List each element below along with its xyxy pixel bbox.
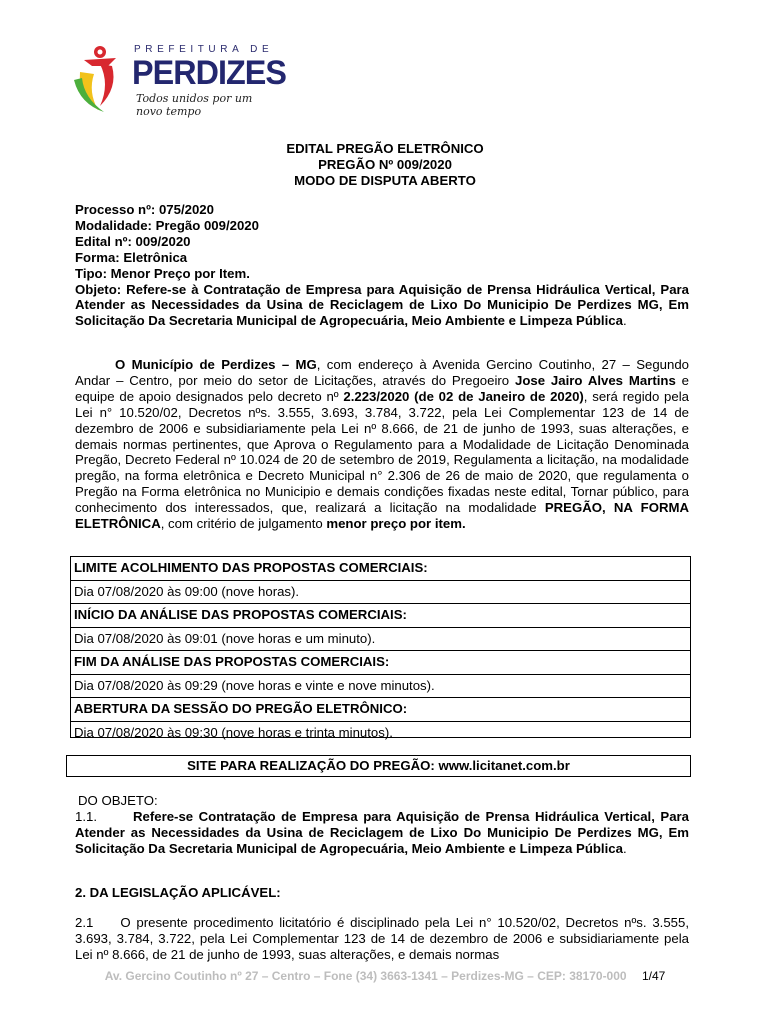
intro-text-3: , será regido pela Lei n° 10.520/02, Decretos nºs. 3.555, 3.693, 3.784, 3.722, pela Lei Complementar 123 de 14 de dezembro de 2006 e subsidiariamente pela Lei nº 8.666, de 21 de junho de 1993, suas alterações, e demais normas pertinentes, que Aprova o Regulamento para a Modalidade de Licitação Denominada Pregão, Decreto Federal nº 10.024 de 20 de setembro de 2019, Regulamenta a licitação, na modalidade pregão, na forma eletrônica e Decreto Municipal n° 2.306 de 26 de maio de 2020, que regulamenta o Pregão na Forma eletrônica no Municipio e demais condições fixadas neste edital, Tornar público, para conhecimento dos interessados, que, realizará a licitação na modalidade bbox=[75, 388, 689, 516]
legislacao-paragraph bbox=[75, 915, 689, 963]
decreto-number: 2.223/2020 (de 02 de Janeiro de 2020) bbox=[343, 388, 584, 404]
forma-line: Forma: Eletrônica bbox=[75, 249, 188, 265]
legislacao-text: O presente procedimento licitatório é disciplinado pela Lei n° 10.520/02, Decretos nºs. 3.555, 3.693, 3.784, 3.722, pela Lei Complementar 123 de 14 de dezembro de 2006 e subsidiariamente pela Lei nº 8.666, de 21 de junho de 1993, suas alterações, e demais normas bbox=[75, 915, 689, 962]
legislacao-number: 2.1 bbox=[75, 915, 94, 930]
intro-text-2: e equipe de apoio designados pelo decreto nº bbox=[75, 372, 690, 404]
dates-table bbox=[70, 556, 691, 738]
date-label-2: INÍCIO DA ANÁLISE DAS PROPOSTAS COMERCIAIS: bbox=[71, 604, 690, 628]
logo-emblem-icon bbox=[70, 44, 130, 116]
date-label-3: FIM DA ANÁLISE DAS PROPOSTAS COMERCIAIS: bbox=[71, 651, 690, 675]
footer-address: Av. Gercino Coutinho nº 27 – Centro – Fone (34) 3663-1341 – Perdizes-MG – CEP: 38170-000 bbox=[104, 969, 627, 983]
intro-text-1: , com endereço à Avenida Gercino Coutinho, 27 – Segundo Andar – Centro, por meio do setor de Licitações, através do Pregoeiro bbox=[75, 357, 689, 388]
intro-text-4: , com critério de julgamento bbox=[160, 516, 327, 532]
modalidade-line: Modalidade: Pregão 009/2020 bbox=[75, 217, 259, 233]
date-value-4: Dia 07/08/2020 às 09:30 (nove horas e trinta minutos). bbox=[74, 724, 393, 740]
page-number: 1/47 bbox=[641, 969, 666, 983]
modalidade-name: PREGÃO, NA FORMA ELETRÔNICA bbox=[75, 500, 689, 532]
logo-perdizes-text: PERDIZES bbox=[132, 54, 286, 92]
objeto-line: Objeto: Refere-se à Contratação de Empresa para Aquisição de Prensa Hidráulica Vertical, Para Atender as Necessidades da Usina de Reciclagem de Lixo Do Municipio De Perdizes MG, Em Solicitação Da Secretaria Municipal de Agropecuária, Meio Ambiente e Limpeza Pública. bbox=[75, 281, 689, 329]
title-line-3: MODO DE DISPUTA ABERTO bbox=[294, 173, 476, 188]
logo-tagline: Todos unidos por um novo tempo bbox=[136, 92, 253, 118]
objeto-text: Objeto: Refere-se à Contratação de Empresa para Aquisição de Prensa Hidráulica Vertical, Para Atender as Necessidades da Usina de Reciclagem de Lixo Do Municipio De Perdizes MG, Em Solicitação Da Secretaria Municipal de Agropecuária, Meio Ambiente e Limpeza Pública bbox=[75, 281, 689, 329]
objeto-heading: DO OBJETO: bbox=[78, 793, 158, 808]
prefeitura-logo bbox=[70, 44, 286, 118]
date-label-4: ABERTURA DA SESSÃO DO PREGÃO ELETRÔNICO: bbox=[71, 698, 690, 722]
municipio-name: O Município de Perdizes – MG bbox=[115, 357, 317, 372]
pregoeiro-name: Jose Jairo Alves Martins bbox=[514, 372, 676, 388]
process-info bbox=[75, 202, 689, 329]
logo-prefeitura-text: PREFEITURA DE bbox=[134, 44, 274, 55]
date-value-2: Dia 07/08/2020 às 09:01 (nove horas e um minuto). bbox=[71, 628, 690, 652]
title-line-1: EDITAL PREGÃO ELETRÔNICO bbox=[286, 141, 484, 156]
date-value-1: Dia 07/08/2020 às 09:00 (nove horas). bbox=[71, 581, 690, 605]
title-line-2: PREGÃO Nº 009/2020 bbox=[318, 157, 452, 172]
criterio-text: menor preço por item. bbox=[326, 516, 466, 532]
intro-paragraph bbox=[75, 357, 689, 532]
tipo-line: Tipo: Menor Preço por Item. bbox=[75, 265, 250, 281]
objeto-number: 1.1. bbox=[75, 809, 97, 824]
objeto-section: 1.1. Refere-se Contratação de Empresa para Aquisição de Prensa Hidráulica Vertical, Para Atender as Necessidades da Usina de Reciclagem de Lixo Do Municipio De Perdizes MG, Em Solicitação Da Secretaria Municipal de Agropecuária, Meio Ambiente e Limpeza Pública. bbox=[75, 809, 689, 856]
site-box: SITE PARA REALIZAÇÃO DO PREGÃO: www.licitanet.com.br bbox=[66, 755, 691, 777]
date-label-1: LIMITE ACOLHIMENTO DAS PROPOSTAS COMERCIAIS: bbox=[71, 557, 690, 581]
page-footer bbox=[0, 969, 770, 983]
date-value-3: Dia 07/08/2020 às 09:29 (nove horas e vinte e nove minutos). bbox=[71, 675, 690, 699]
legislacao-heading: 2. DA LEGISLAÇÃO APLICÁVEL: bbox=[75, 885, 281, 900]
processo-line: Processo nº: 075/2020 bbox=[75, 202, 214, 217]
objeto-section-text: Refere-se Contratação de Empresa para Aquisição de Prensa Hidráulica Vertical, Para Atender as Necessidades da Usina de Reciclagem de Lixo Do Municipio De Perdizes MG, Em Solicitação Da Secretaria Municipal de Agropecuária, Meio Ambiente e Limpeza Pública bbox=[75, 809, 689, 856]
edital-line: Edital nº: 009/2020 bbox=[75, 233, 191, 249]
document-title bbox=[0, 141, 770, 189]
